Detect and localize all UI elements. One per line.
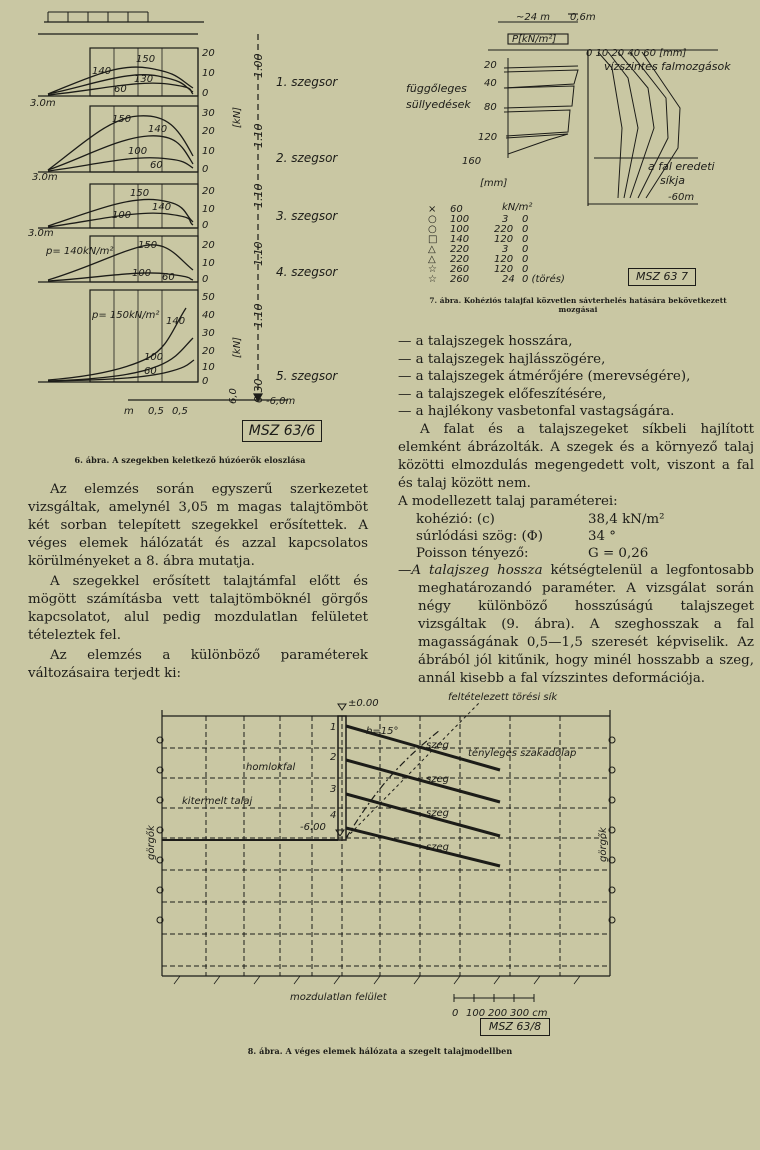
tick: 0: [202, 274, 209, 285]
legend-c: 0: [522, 224, 529, 235]
load-label: p= 140kN/m²: [46, 246, 114, 257]
left-paragraph-1: Az elemzés során egyszerű szerkezetet vizsgáltak, amelynél 3,05 m magas talajtömböt két sorban telepített szegekkel erősítettek. A véges elemek hálózatát és azzal kapcsolatos körülményeket a 8. ábra mutatja.: [28, 482, 368, 569]
nail-label: szeg: [426, 740, 449, 751]
curve-label: 100: [112, 210, 132, 221]
curve-label: 100: [128, 146, 148, 157]
legend-a: 260: [450, 264, 470, 275]
load-label: P[kN/m²]: [512, 34, 557, 45]
legend-sym: ○: [428, 214, 437, 225]
param-value: 38,4 kN/m²: [588, 511, 665, 527]
tick: 10: [202, 258, 215, 269]
tick: 0: [202, 220, 209, 231]
tick: 40: [484, 78, 497, 89]
dim-5: 1.10: [252, 303, 265, 328]
list-item: — a talajszegek hosszára,: [398, 334, 573, 349]
legend-a: 260: [450, 274, 470, 285]
row-label-3: 3. szegsor: [276, 209, 338, 223]
curve-label: 140: [166, 316, 186, 327]
excavated-label: kitermelt talaj: [182, 796, 253, 807]
legend-b: 3: [502, 244, 509, 255]
tick: 40: [202, 310, 215, 321]
legend-b: 120: [494, 264, 514, 275]
bottom-val: 0,5: [172, 406, 188, 417]
curve-label: 100: [132, 268, 152, 279]
dim-top: ~24 m: [516, 12, 551, 23]
list-item: — a talajszegek hajlásszögére,: [398, 351, 606, 367]
bottom-val: 0,5: [148, 406, 164, 417]
legend-b: 120: [494, 254, 514, 265]
tick: 20: [202, 126, 215, 137]
legend-b: 220: [494, 224, 514, 235]
scale-label: 200: [488, 1008, 508, 1019]
fig8-stamp: MSZ 63/8: [480, 1018, 550, 1036]
tick: 0: [202, 164, 209, 175]
curve-label: 150: [138, 240, 158, 251]
curve-label: 60: [114, 84, 127, 95]
depth: -60m: [668, 192, 695, 203]
right-paragraph-2-lead: —A talajszeg hossza: [398, 562, 543, 578]
legend-sym: △: [428, 254, 436, 265]
legend: [428, 204, 565, 285]
vertical-label: függőleges: [406, 82, 467, 95]
node-number: 2: [330, 752, 337, 763]
scale-label: 0: [452, 1008, 459, 1019]
param-label: Poisson tényező:: [416, 545, 529, 561]
nail-label: szeg: [426, 842, 449, 853]
curve-label: 100: [144, 352, 164, 363]
tick: 20: [202, 240, 215, 251]
legend-a: 220: [450, 254, 470, 265]
legend-a: 100: [450, 214, 470, 225]
load-arrows: [48, 12, 148, 22]
legend-a: 100: [450, 224, 470, 235]
params-table: [416, 511, 664, 562]
figure-6-drawing: [28, 8, 358, 448]
row-label-4: 4. szegsor: [276, 265, 338, 279]
legend-sym: ☆: [428, 264, 437, 275]
right-column: [398, 333, 754, 688]
load-label: p= 150kN/m²: [92, 310, 160, 321]
tick: 20: [202, 186, 215, 197]
node-number: 1: [330, 722, 337, 733]
legend-a: 220: [450, 244, 470, 255]
tick: 10: [202, 146, 215, 157]
nail-label: szeg: [426, 774, 449, 785]
curve-label: 150: [112, 114, 132, 125]
node-number: 3: [330, 784, 337, 795]
param-value: G = 0,26: [588, 545, 649, 561]
legend-b: 120: [494, 234, 514, 245]
figure-8: [140, 690, 620, 1040]
fig7-caption-line1: 7. ábra. Kohéziós talajfal közvetlen sávterhelés hatására bekövetkezett: [429, 296, 727, 305]
left-paragraph-2: A szegekkel erősített talajtámfal előtt és mögött számításba vett talajtömböknél görgős kapcsolatot, alul pedig mozdulatlan felületet tételeztek fel.: [28, 574, 368, 643]
load-label: 3.0m: [30, 98, 56, 109]
curve-label: 140: [92, 66, 112, 77]
tick: 120: [478, 132, 498, 143]
angle-label: b=15°: [366, 726, 399, 737]
tick: 20: [484, 60, 497, 71]
curve-label: 150: [130, 188, 150, 199]
curve-label: 140: [152, 202, 172, 213]
curve-label: 130: [134, 74, 154, 85]
wall-label: síkja: [660, 174, 685, 187]
fig7-stamp: MSZ 63 7: [628, 268, 696, 286]
row-label-5: 5. szegsor: [276, 369, 338, 383]
dim-3: 1.10: [252, 183, 265, 208]
fig6-caption: 6. ábra. A szegekben keletkező húzóerők eloszlása: [74, 455, 306, 465]
fig7-caption-line2: mozgásai: [558, 305, 598, 314]
figure-8-drawing: [140, 690, 620, 1040]
curve-label: 150: [136, 54, 156, 65]
wall-label: homlokfal: [246, 762, 296, 773]
param-row: [416, 545, 664, 562]
scale-label: 300 cm: [510, 1008, 548, 1019]
legend-c: 0: [522, 264, 529, 275]
load-label: 3.0m: [28, 228, 54, 239]
node-number: 4: [330, 810, 337, 821]
horizontal-label: vízszintes falmozgások: [604, 60, 731, 73]
tick: 0: [202, 376, 209, 387]
wall-label: a fal eredeti: [648, 160, 715, 173]
param-label: kohézió: (c): [416, 511, 495, 527]
list-item: — a talajszegek átmérőjére (merevségére),: [398, 369, 691, 384]
list-item: — a talajszegek előfeszítésére,: [398, 386, 607, 402]
right-paragraph-2-body: kétségtelenül a legfontosabb meghatározandó paraméter. A vizsgálat során négy különböző hosszúságú talajszeget vizsgáltak (9. ábra). A szeghosszak a fal magasságának 0,5—1,5 szeresét képviselik. Az ábrából jól kitűnik, hogy minél hosszabb a szeg, annál kisebb a fal vízszintes deformációja.: [418, 562, 755, 686]
tick: 80: [484, 102, 497, 113]
nail-label: szeg: [426, 808, 449, 819]
load-label: 3.0m: [32, 172, 58, 183]
unit-mm: [mm]: [480, 178, 508, 189]
legend-b: 3: [502, 214, 509, 225]
legend-sym: □: [428, 234, 438, 245]
tick: 30: [202, 108, 215, 119]
assumed-plane-label: feltételezett törési sík: [448, 692, 558, 703]
fig6-stamp: MSZ 63/6: [242, 420, 322, 442]
level-top: ±0.00: [348, 698, 379, 709]
curve-label: 60: [150, 160, 163, 171]
legend-sym: △: [428, 244, 436, 255]
y-unit-2: [kN]: [232, 336, 243, 358]
legend-sym: ☆: [428, 274, 437, 285]
legend-c: 0: [522, 234, 529, 245]
dim-4: 1.10: [252, 241, 265, 266]
actual-slip-label: tényleges szakadólap: [468, 748, 577, 759]
legend-a: 140: [450, 234, 470, 245]
legend-unit: kN/m²: [502, 202, 533, 213]
y-unit-1: [kN]: [232, 106, 243, 128]
tick: 20: [202, 48, 215, 59]
parameter-list: [398, 333, 754, 421]
right-roller-label: görgők: [598, 827, 609, 862]
tick: 20: [202, 346, 215, 357]
param-value: 34 °: [588, 528, 616, 544]
row-label-1: 1. szegsor: [276, 75, 338, 89]
dim-2: 1.10: [252, 123, 265, 148]
roller-symbols: [157, 737, 615, 923]
left-roller-label: görgők: [146, 825, 157, 860]
right-paragraph-2: [398, 562, 754, 688]
legend-c: 0: [522, 244, 529, 255]
legend-b: 24: [502, 274, 515, 285]
row-label-2: 2. szegsor: [276, 151, 338, 165]
fixed-surface-label: mozdulatlan felület: [290, 992, 387, 1003]
fig8-caption: 8. ábra. A véges elemek hálózata a szegelt talajmodellben: [247, 1046, 513, 1056]
left-paragraph-3: Az elemzés a különböző paraméterek változásaira terjedt ki:: [28, 648, 368, 681]
curve-label: 140: [148, 124, 168, 135]
tick: 50: [202, 292, 215, 303]
curve-label: 60: [144, 366, 157, 377]
fig7-caption: [398, 296, 758, 314]
param-label: súrlódási szög: (Φ): [416, 528, 543, 544]
legend-c: 0: [522, 254, 529, 265]
figure-7-drawing: [398, 8, 758, 298]
figure-6: [28, 8, 358, 448]
legend-sym: ○: [428, 224, 437, 235]
dim-1: 1.00: [252, 53, 265, 78]
tick: 160: [462, 156, 482, 167]
param-row: [416, 528, 664, 545]
left-column: [28, 481, 368, 683]
figure-7: [398, 8, 758, 298]
left-depth: 6,0: [228, 388, 239, 404]
level-bottom: -6.00: [300, 822, 326, 833]
dim-6: 0.30: [252, 378, 265, 403]
tick: 30: [202, 328, 215, 339]
tick: 10: [202, 204, 215, 215]
tick: 0: [202, 88, 209, 99]
scale-label: 100: [466, 1008, 486, 1019]
tick: 10: [202, 362, 215, 373]
curve-label: 60: [162, 272, 175, 283]
legend-sym: ×: [428, 204, 437, 215]
bottom-depth: -6,0m: [266, 396, 296, 407]
legend-c: 0: [522, 214, 529, 225]
scale-bar: [454, 994, 534, 1002]
vertical-label: süllyedések: [406, 98, 471, 111]
list-item: — a hajlékony vasbetonfal vastagságára.: [398, 404, 675, 419]
assumed-plane: [346, 702, 480, 838]
legend-c: 0 (törés): [522, 274, 565, 285]
legend-a: 60: [450, 204, 463, 215]
dim-top: 0,6m: [570, 12, 596, 23]
scale: 0 10 20 40 60 [mm]: [586, 48, 687, 59]
param-row: [416, 511, 664, 528]
tick: 10: [202, 68, 215, 79]
bottom-unit: m: [124, 406, 134, 417]
params-heading: A modellezett talaj paraméterei:: [398, 493, 618, 509]
right-paragraph-1: A falat és a talajszegeket síkbeli hajlított elemként ábrázolták. A szegek és a környező talaj közötti elmozdulás megengedett volt, viszont a fal és talaj között nem.: [398, 421, 754, 491]
settlement-curves: [504, 58, 578, 158]
nails: [346, 726, 500, 866]
